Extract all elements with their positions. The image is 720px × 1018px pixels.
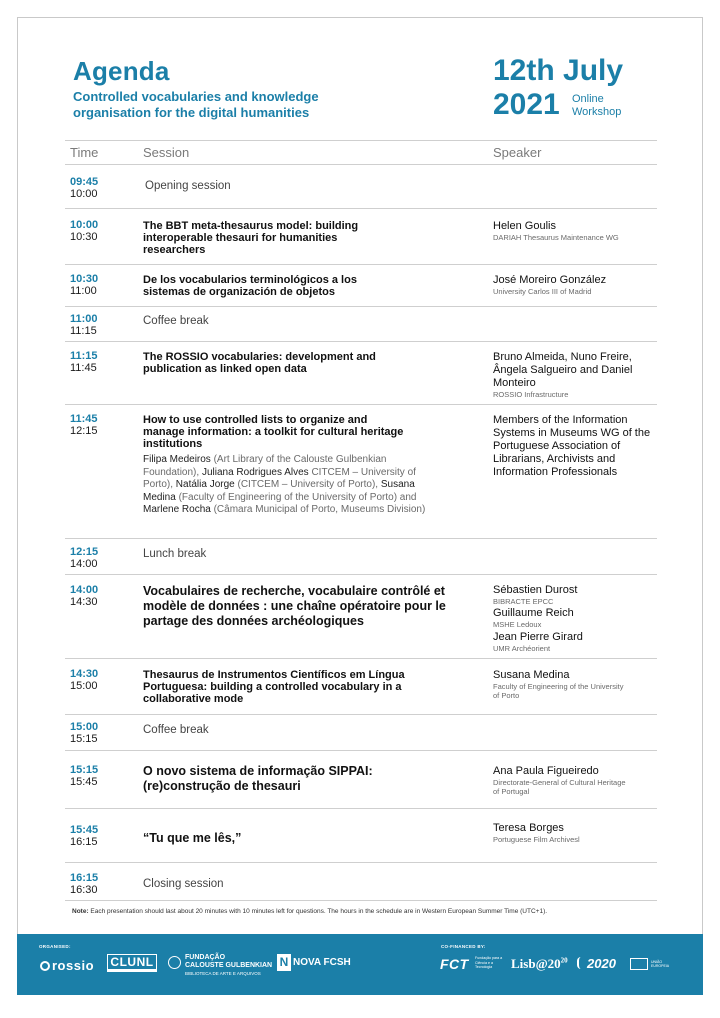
speaker-affiliation: ROSSIO Infrastructure bbox=[493, 390, 569, 399]
divider bbox=[65, 808, 657, 809]
speaker-affiliation: BIBRACTE EPCC bbox=[493, 597, 554, 606]
session-title: De los vocabularios terminológicos a los sistemas de organización de objetos bbox=[143, 274, 357, 298]
end-time: 14:30 bbox=[70, 596, 98, 608]
session-title: Coffee break bbox=[143, 315, 209, 327]
session-title: Closing session bbox=[143, 878, 224, 890]
fct-subtitle: Fundação para a Ciência e a Tecnologia bbox=[475, 956, 503, 969]
session-title: Thesaurus de Instrumentos Científicos em Língua Portuguesa: building a controlled vocabulary in a collaborative mode bbox=[143, 669, 405, 705]
end-time: 11:00 bbox=[70, 285, 97, 297]
fct-logo: FCT bbox=[440, 956, 469, 972]
cofinanced-label: CO-FINANCED BY: bbox=[441, 944, 486, 949]
end-time: 12:15 bbox=[70, 425, 98, 437]
divider bbox=[65, 714, 657, 715]
contributor-name: Natália Jorge bbox=[175, 479, 235, 490]
portugal-2020-logo: 2020 bbox=[577, 956, 616, 971]
page-subtitle: Controlled vocabularies and knowledge organisation for the digital humanities bbox=[73, 89, 319, 120]
sponsor-footer: ORGANISED: rossio CLUNL FUNDAÇÃO CALOUSTE GULBENKIAN BIBLIOTECA DE ARTE E ARQUIVOS N NOVA FCSH CO-FINANCED BY: FCT Fundação para a Ciência e a Tecnologia $Lisb@20^{20}$ 2020 UNIÃO EUROPEIA bbox=[17, 934, 703, 995]
session-title: The ROSSIO vocabularies: development and publication as linked open data bbox=[143, 351, 376, 375]
divider bbox=[65, 264, 657, 265]
divider bbox=[65, 140, 657, 141]
divider bbox=[65, 750, 657, 751]
contributor-name: Marlene Rocha bbox=[143, 504, 211, 515]
speaker-name: Teresa Borges bbox=[493, 822, 564, 834]
speaker-name: Ana Paula Figueiredo bbox=[493, 765, 599, 777]
end-time: 15:45 bbox=[70, 776, 98, 788]
session-title: How to use controlled lists to organize and manage information: a toolkit for cultural heritage institutions bbox=[143, 414, 404, 450]
gulbenkian-emblem-icon bbox=[168, 956, 181, 969]
end-time: 14:00 bbox=[70, 558, 98, 570]
lisboa-2020-logo: $Lisb@20^{20}$ bbox=[511, 956, 568, 971]
rossio-logo: rossio bbox=[40, 958, 94, 973]
speaker-name: Bruno Almeida, Nuno Freire, Ângela Salgueiro and Daniel Monteiro bbox=[493, 351, 633, 389]
nova-n-icon: N bbox=[277, 954, 291, 971]
organised-label: ORGANISED: bbox=[39, 944, 71, 949]
eu-flag-icon bbox=[630, 958, 648, 970]
speaker-name: Members of the Information Systems in Museums WG of the Portuguese Association of Librarians, Archivists and Information Professionals bbox=[493, 414, 651, 478]
session-title: “Tu que me lês,” bbox=[143, 831, 242, 845]
end-time: 16:30 bbox=[70, 884, 98, 896]
start-time: 09:45 bbox=[70, 176, 99, 188]
rossio-circle-icon bbox=[40, 961, 50, 971]
end-time: 10:00 bbox=[70, 188, 98, 200]
speaker-affiliation: MSHE Ledoux bbox=[493, 620, 542, 629]
start-time: 16:15 bbox=[70, 872, 99, 884]
start-time: 11:00 bbox=[70, 313, 98, 325]
session-title: Coffee break bbox=[143, 724, 209, 736]
note-label: Note: bbox=[72, 908, 89, 915]
speaker-name: Helen Goulis bbox=[493, 220, 556, 232]
start-time: 15:00 bbox=[70, 721, 99, 733]
start-time: 11:15 bbox=[70, 350, 98, 362]
column-header-speaker: Speaker bbox=[493, 145, 542, 160]
contributor-affiliation: (Art Library of the Calouste Gulbenkian Foundation), bbox=[143, 454, 387, 478]
divider bbox=[65, 404, 657, 405]
session-title: Vocabulaires de recherche, vocabulaire contrôlé et modèle de données : une chaîne opératoire pour le partage des données archéologiques bbox=[143, 584, 446, 628]
end-time: 10:30 bbox=[70, 231, 98, 243]
column-header-time: Time bbox=[70, 145, 99, 160]
session-title: The BBT meta-thesaurus model: building interoperable thesauri for humanities researchers bbox=[143, 220, 359, 256]
speaker-name: Jean Pierre Girard bbox=[493, 631, 583, 643]
page-title: Agenda bbox=[73, 56, 170, 86]
start-time: 12:15 bbox=[70, 546, 99, 558]
session-title: Opening session bbox=[145, 180, 231, 192]
end-time: 15:15 bbox=[70, 733, 98, 745]
start-time: 14:30 bbox=[70, 668, 99, 680]
speaker-affiliation: Directorate-General of Cultural Heritage of Portugal bbox=[493, 778, 626, 796]
end-time: 11:15 bbox=[70, 325, 97, 337]
event-type: Online Workshop bbox=[572, 93, 622, 118]
speaker-affiliation: Portuguese Film Archivesl bbox=[493, 835, 580, 844]
divider bbox=[65, 306, 657, 307]
contributor-name: Filipa Medeiros bbox=[143, 454, 211, 465]
end-time: 16:15 bbox=[70, 836, 98, 848]
start-time: 10:00 bbox=[70, 219, 99, 231]
speaker-affiliation: University Carlos III of Madrid bbox=[493, 287, 592, 296]
divider bbox=[65, 900, 657, 901]
speaker-name: Susana Medina bbox=[493, 669, 570, 681]
end-time: 15:00 bbox=[70, 680, 98, 692]
speaker-name: Guillaume Reich bbox=[493, 607, 574, 619]
start-time: 15:45 bbox=[70, 824, 99, 836]
session-title: O novo sistema de informação SIPPAI: (re)construção de thesauri bbox=[143, 764, 373, 793]
start-time: 15:15 bbox=[70, 764, 99, 776]
divider bbox=[65, 574, 657, 575]
note-text: Each presentation should last about 20 minutes with 10 minutes left for questions. The hours in the schedule are in Western European Summer Time (UTC+1). bbox=[88, 908, 548, 915]
end-time: 11:45 bbox=[70, 362, 97, 374]
clunl-logo: CLUNL bbox=[107, 954, 157, 972]
event-date: 12th July bbox=[493, 54, 624, 87]
start-time: 10:30 bbox=[70, 273, 99, 285]
contributor-affiliation: CITCEM – University of Porto), bbox=[143, 466, 416, 490]
contributor-name: Juliana Rodrigues Alves bbox=[201, 466, 309, 478]
schedule-note bbox=[72, 908, 547, 915]
speaker-affiliation: Faculty of Engineering of the University of Porto bbox=[493, 682, 624, 700]
speaker-affiliation: UMR Archéorient bbox=[493, 644, 551, 653]
start-time: 11:45 bbox=[70, 413, 98, 425]
contributor-name: Susana Medina bbox=[143, 479, 415, 503]
speaker-name: Sébastien Durost bbox=[493, 584, 578, 596]
session-title: Lunch break bbox=[143, 548, 207, 560]
contributor-affiliation: (Câmara Municipal of Porto, Museums Division) bbox=[210, 504, 426, 515]
start-time: 14:00 bbox=[70, 584, 99, 596]
divider bbox=[65, 862, 657, 863]
speaker-affiliation: DARIAH Thesaurus Maintenance WG bbox=[493, 233, 619, 242]
divider bbox=[65, 208, 657, 209]
session-contributors bbox=[143, 454, 443, 517]
speaker-name: José Moreiro González bbox=[493, 274, 607, 286]
divider bbox=[65, 538, 657, 539]
contributor-affiliation: (CITCEM – University of Porto), bbox=[234, 479, 381, 490]
contributor-affiliation: (Faculty of Engineering of the University of Porto) and bbox=[175, 491, 417, 503]
event-year: 2021 bbox=[493, 88, 560, 121]
column-header-session: Session bbox=[143, 145, 190, 160]
divider bbox=[65, 341, 657, 342]
divider bbox=[65, 164, 657, 165]
divider bbox=[65, 658, 657, 659]
portugal-flag-icon bbox=[577, 957, 587, 969]
